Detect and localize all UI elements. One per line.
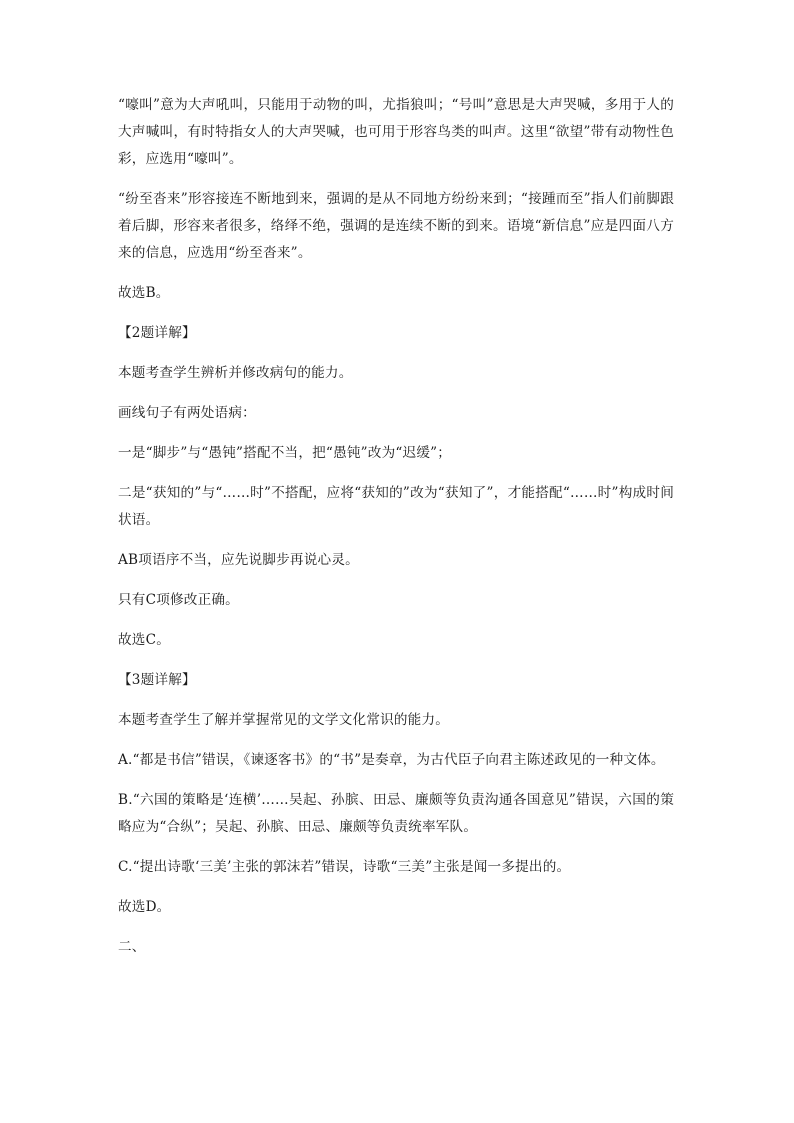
paragraph-q3-a: A.“都是书信”错误，《谏逐客书》的“书”是奏章，为古代臣子向君主陈述政见的一种文体。 [118,752,665,768]
paragraph-q3-intro: 本题考查学生了解并掌握常见的文学文化常识的能力。 [118,712,450,728]
answer-q1: 故选B。 [118,285,170,301]
paragraph-q2-ab: AB项语序不当，应先说脚步再说心灵。 [118,552,359,568]
paragraph-q2-intro: 本题考查学生辨析并修改病句的能力。 [118,365,353,381]
paragraph-q2-error-one: 一是“脚步”与“愚钝”搭配不当，把“愚钝”改为“迟缓”； [118,445,452,461]
paragraph-fenzhitalai-explanation: “纷至沓来”形容接连不断地到来，强调的是从不同地方纷纷来到；“接踵而至”指人们前脚跟着后脚，形容来者很多，络绎不绝，强调的是连续不断的到来。语境“新信息”应是四面八方来的信息，应选用“纷至沓来”。 [118,191,674,261]
section-heading-q2: 【2题详解】 [118,325,196,341]
answer-q3: 故选D。 [118,899,171,915]
section-heading-part-two: 二、 [118,939,146,955]
paragraph-q3-b: B.“六国的策略是‘连横’……吴起、孙膑、田忌、廉颇等负责沟通各国意见”错误，六国的策略应为“合纵”；吴起、孙膑、田忌、廉颇等负责统率军队。 [118,792,674,835]
paragraph-q2-c: 只有C项修改正确。 [118,592,239,608]
paragraph-q3-c: C.“提出诗歌‘三美’主张的郭沫若”错误，诗歌“三美”主张是闻一多提出的。 [118,859,571,875]
section-heading-q3: 【3题详解】 [118,672,196,688]
paragraph-q2-errors: 画线句子有两处语病： [118,405,256,421]
answer-q2: 故选C。 [118,632,170,648]
document-body [118,92,674,974]
paragraph-q2-error-two: 二是“获知的”与“……时”不搭配，应将“获知的”改为“获知了”，才能搭配“……时”构成时间状语。 [118,485,674,528]
paragraph-haojiao-explanation: “嚎叫”意为大声吼叫，只能用于动物的叫，尤指狼叫；“号叫”意思是大声哭喊，多用于人的大声喊叫，有时特指女人的大声哭喊，也可用于形容鸟类的叫声。这里“欲望”带有动物性色彩，应选用“嚎叫”。 [118,97,674,167]
